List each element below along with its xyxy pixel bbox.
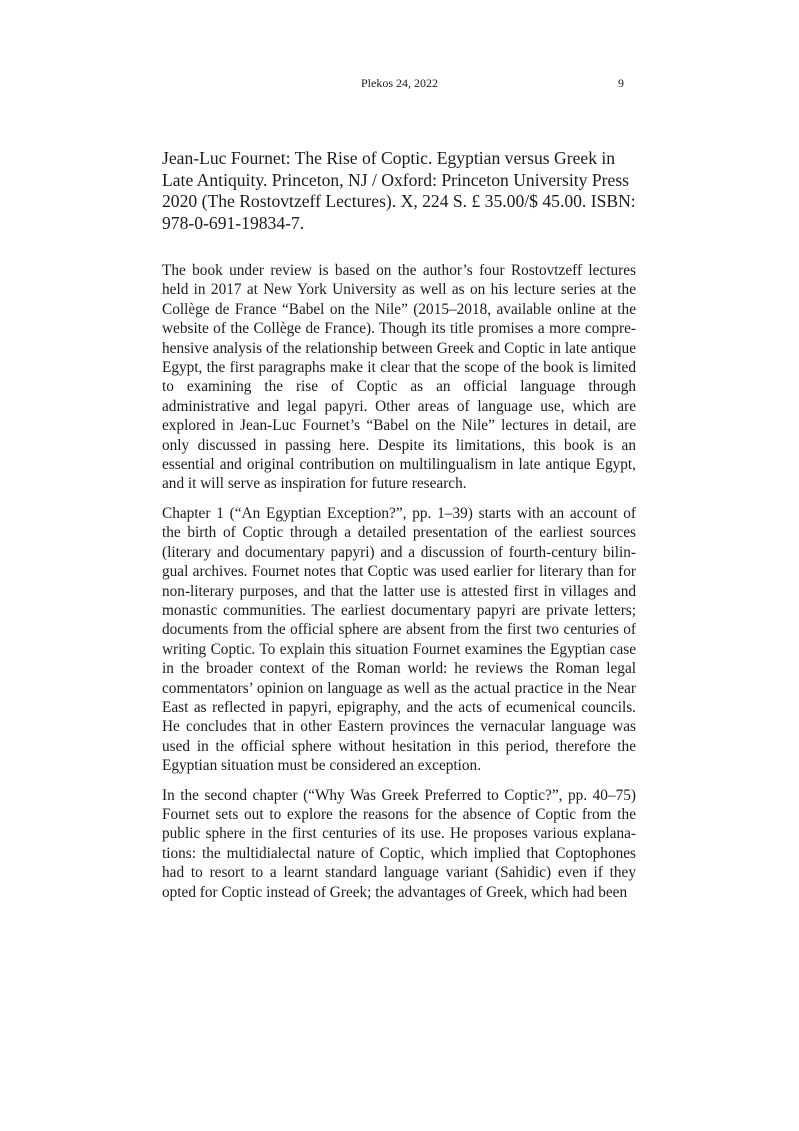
review-body — [162, 148, 636, 912]
paragraph-introduction: The book under review is based on the author’s four Rostovtzeff lectures held in 2017 at New York University as well as on his lecture series at the Collège de France “Babel on the Nile” (2015–2018, available online at the website of the Collège de France). Though its title promises a more comprehensive analysis of the relationship between Greek and Coptic in late antique Egypt, the first paragraphs make it clear that the scope of the book is limited to examining the rise of Coptic as an official language through administrative and legal papyri. Other areas of language use, which are explored in Jean-Luc Fournet’s “Babel on the Nile” lectures in detail, are only discussed in passing here. Despite its limitations, this book is an essential and original contribution on multilingualism in late antique Egypt, and it will serve as inspiration for future research. — [162, 262, 636, 493]
running-header — [0, 76, 799, 92]
citation-part-1: Jean-Luc Fournet: The Rise of Coptic. Egyptian versus Greek in Late Antiquity. Princeton, — [162, 148, 616, 190]
journal-running-title: Plekos 24, 2022 — [360, 76, 438, 90]
page-number: 9 — [618, 76, 624, 90]
citation-place-abbr: NJ — [348, 169, 368, 190]
paragraph-chapter-2: In the second chapter (“Why Was Greek Preferred to Coptic?”, pp. 40–75) Fournet sets out to explore the reasons for the absence of Coptic from the public sphere in the first centuries of its use. He proposes various explanations: the multidialectal nature of Coptic, which implied that Coptophones had to resort to a learnt standard language variant (Sahidic) even if they opted for Coptic instead of Greek; the advantages of Greek, which had been — [162, 786, 636, 901]
book-citation — [162, 148, 636, 234]
citation-part-3: , 224 S. £ 35.00/$ 45.00. ISBN: 978-0-691-19834-7. — [162, 191, 636, 233]
citation-part-2: / Oxford: Princeton University Press 2020 (The Rostovtzeff Lectures). — [162, 169, 630, 211]
paragraph-chapter-1: Chapter 1 (“An Egyptian Exception?”, pp. 1–39) starts with an account of the birth of Coptic through a detailed presentation of the earliest sources (literary and documentary papyri) and a discussion of fourth-century bilingual archives. Fournet notes that Coptic was used earlier for literary than for non-literary purposes, and that the latter use is attested first in villages and monastic communities. The earliest documentary papyri are private letters; documents from the official sphere are absent from the first two centuries of writing Coptic. To explain this situation Fournet examines the Egyptian case in the broader context of the Roman world: he reviews the Roman legal commentators’ opinion on language as well as the actual practice in the Near East as reflected in papyri, epigraphy, and the acts of ecumenical councils. He concludes that in other Eastern provinces the vernacular language was used in the official sphere without hesitation in this period, therefore the Egyptian situation must be considered an exception. — [162, 504, 636, 775]
citation-pages-roman: X — [400, 191, 414, 211]
